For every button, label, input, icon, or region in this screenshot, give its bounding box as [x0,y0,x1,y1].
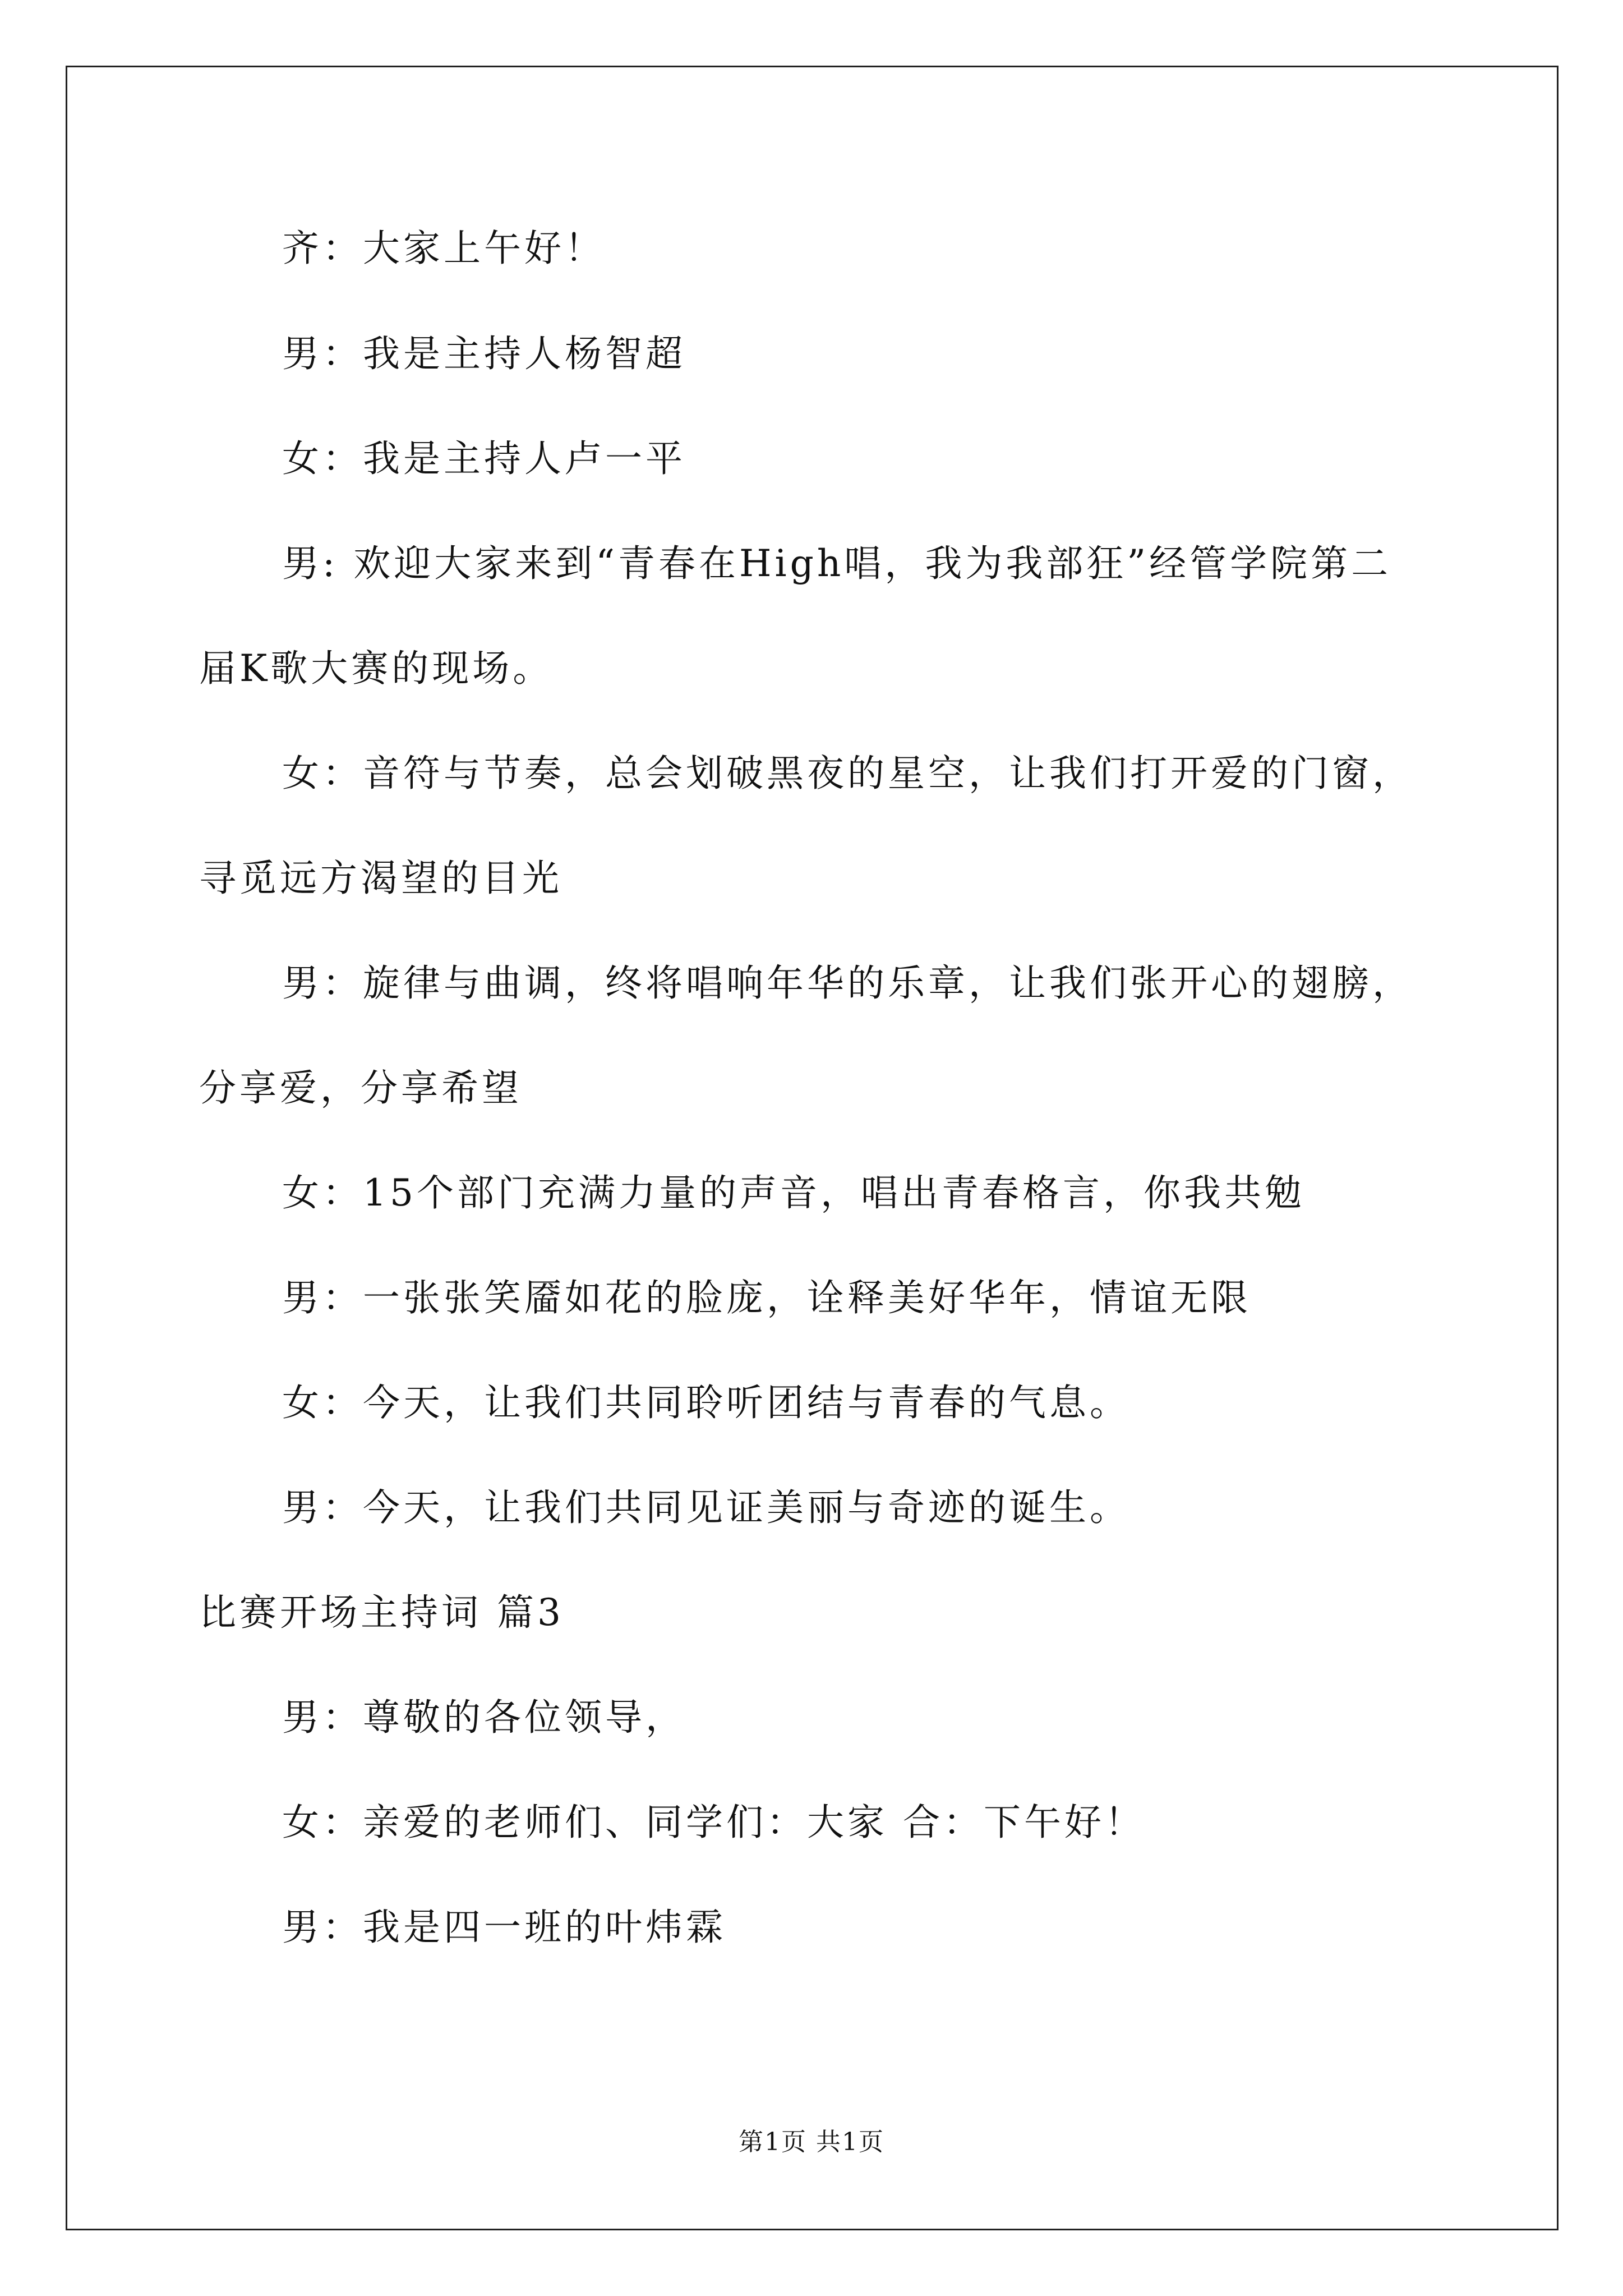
dialogue-line: 男: 欢迎大家来到“青春在High唱，我为我部狂”经管学院第二 [282,542,1392,585]
section-heading: 比赛开场主持词 篇3 [199,1591,564,1634]
dialogue-line: 女：音符与节奏，总会划破黑夜的星空，让我们打开爱的门窗， [282,752,1413,795]
dialogue-line-continuation: 寻觅远方渴望的目光 [199,857,562,900]
dialogue-line: 男：尊敬的各位领导， [282,1696,686,1739]
dialogue-line-continuation: 分享爱，分享希望 [199,1066,522,1110]
page-number-footer: 第1页 共1页 [739,2128,884,2156]
dialogue-line: 男：今天，让我们共同见证美丽与奇迹的诞生。 [282,1486,1130,1529]
dialogue-line: 男：旋律与曲调，终将唱响年华的乐章，让我们张开心的翅膀， [282,961,1413,1005]
dialogue-line: 男：我是主持人杨智超 [282,332,686,375]
dialogue-line: 女：15个部门充满力量的声音，唱出青春格言，你我共勉 [282,1171,1305,1214]
dialogue-line: 男：一张张笑靥如花的脸庞，诠释美好华年，情谊无限 [282,1276,1251,1319]
dialogue-line: 齐：大家上午好！ [282,227,605,270]
dialogue-line: 女：亲爱的老师们、同学们：大家 合：下午好！ [282,1801,1145,1844]
dialogue-line-continuation: 届K歌大赛的现场。 [199,647,554,690]
dialogue-line: 女：今天，让我们共同聆听团结与青春的气息。 [282,1381,1130,1424]
dialogue-line: 女：我是主持人卢一平 [282,437,686,480]
dialogue-line: 男：我是四一班的叶炜霖 [282,1906,726,1949]
